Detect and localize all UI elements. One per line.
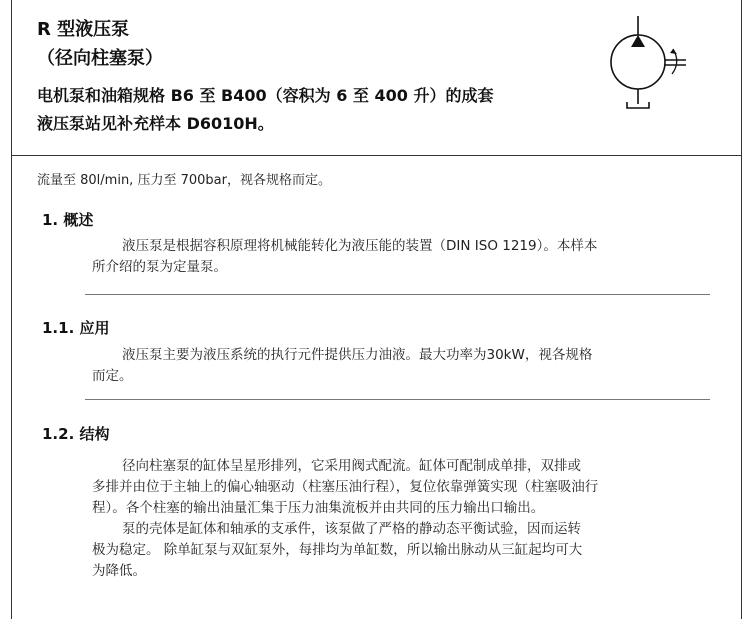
header-subtitle-line1: 电机泵和油箱规格 B6 至 B400（容积为 6 至 400 升）的成套 <box>37 86 494 105</box>
section-body-overview <box>92 236 682 278</box>
header-divider <box>11 155 742 156</box>
body-line: 而定。 <box>92 368 133 384</box>
header-title-line1: R 型液压泵 <box>37 19 130 40</box>
section-body-application <box>92 345 682 387</box>
section-title-application: 1.1. 应用 <box>42 319 110 337</box>
body-line: 液压泵主要为液压系统的执行元件提供压力油液。最大功率为30kW，视各规格 <box>122 347 593 363</box>
intro-text: 流量至 80l/min, 压力至 700bar，视各规格而定。 <box>37 173 331 188</box>
body-line: 径向柱塞泵的缸体呈星形排列，它采用阀式配流。缸体可配制成单排，双排或 <box>122 458 581 474</box>
frame-left-border <box>11 0 12 619</box>
section-divider <box>85 399 710 400</box>
section-body-structure <box>92 456 682 582</box>
body-line: 液压泵是根据容积原理将机械能转化为液压能的装置（DIN ISO 1219）。本样本 <box>122 238 598 254</box>
section-divider <box>85 294 710 295</box>
body-line: 程）。各个柱塞的输出油量汇集于压力油集流板并由共同的压力输出口输出。 <box>92 500 545 516</box>
header-subtitle-line2: 液压泵站见补充样本 D6010H。 <box>37 114 274 133</box>
body-line: 所介绍的泵为定量泵。 <box>92 259 227 275</box>
body-line: 泵的壳体是缸体和轴承的支承件，该泵做了严格的静动态平衡试验，因而运转 <box>122 521 581 537</box>
frame-right-border <box>741 0 742 619</box>
body-line: 多排并由位于主轴上的偏心轴驱动（柱塞压油行程），复位依靠弹簧实现（柱塞吸油行 <box>92 479 599 495</box>
header-title-line2: （径向柱塞泵） <box>37 48 163 69</box>
section-title-structure: 1.2. 结构 <box>42 425 110 443</box>
body-line: 极为稳定。 除单缸泵与双缸泵外，每排均为单缸数，所以输出脉动从三缸起均可大 <box>92 542 583 558</box>
body-line: 为降低。 <box>92 563 146 579</box>
hydraulic-pump-symbol-icon <box>600 16 700 116</box>
section-title-overview: 1. 概述 <box>42 211 94 229</box>
